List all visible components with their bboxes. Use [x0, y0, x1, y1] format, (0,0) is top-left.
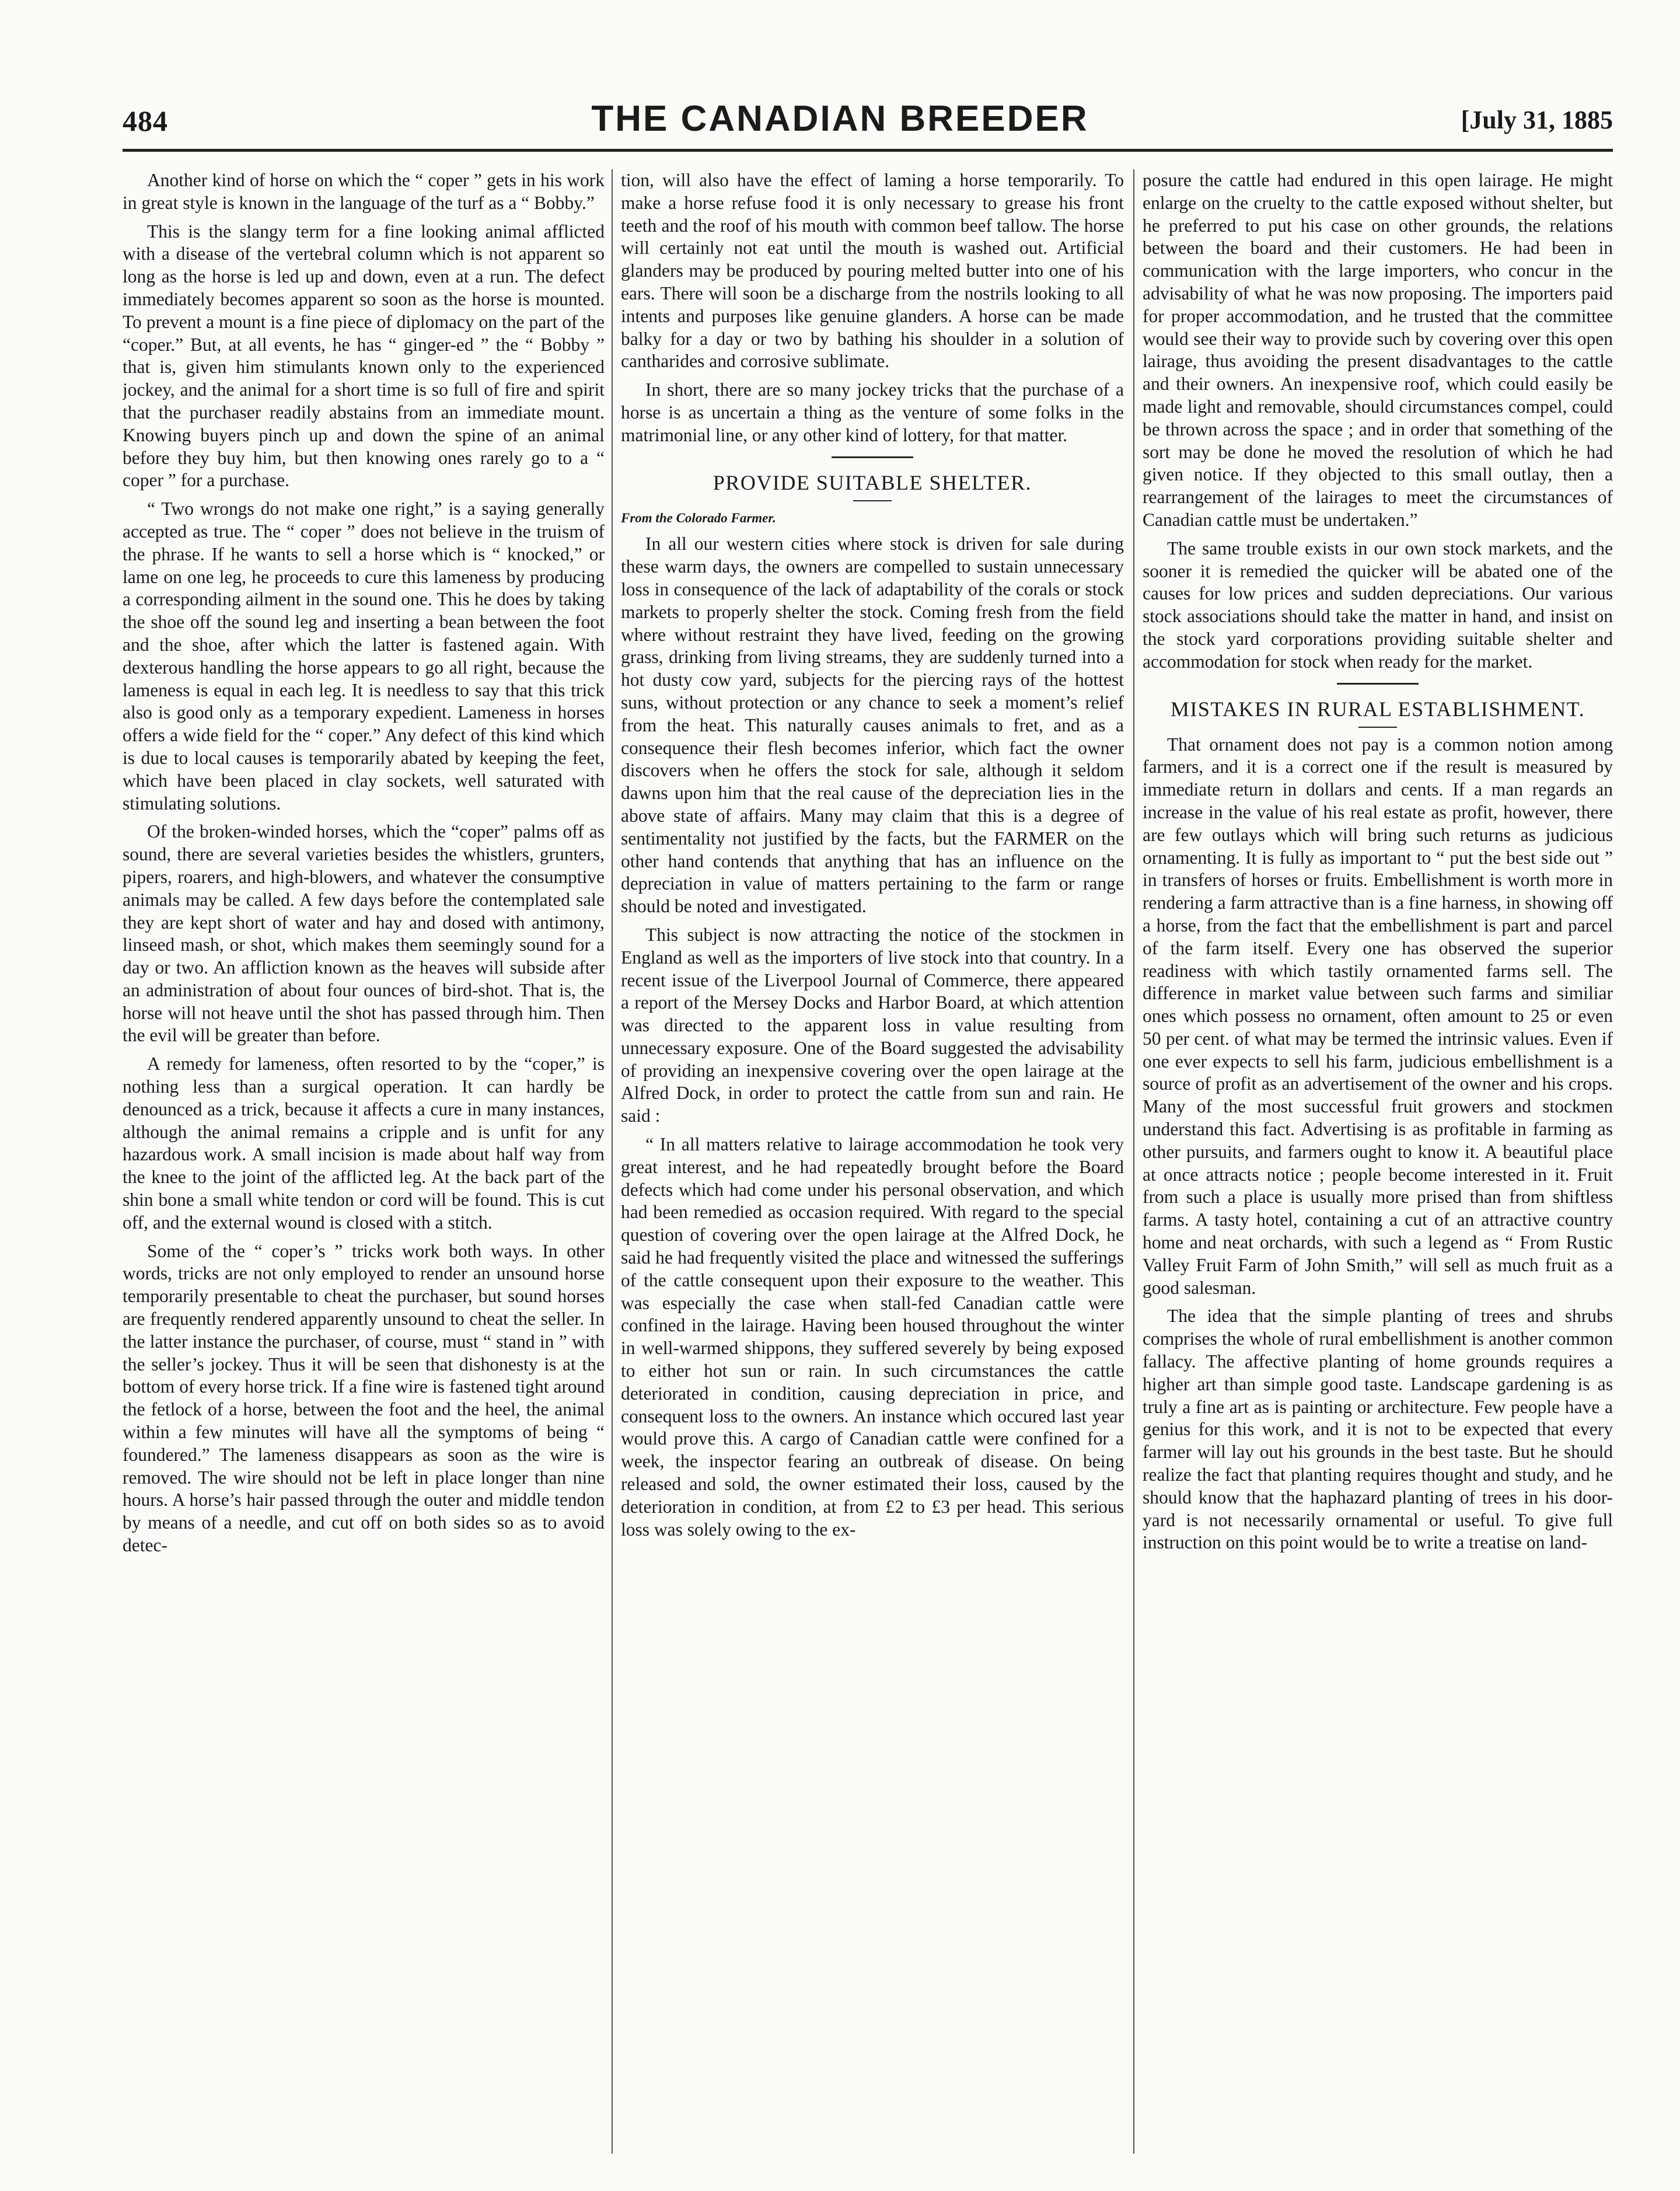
paragraph: Some of the “ coper’s ” tricks work both ways. In other words, tricks are not only employed to render an unsound horse temporarily presentable to cheat the purchaser, but sound horses are frequently rendered apparently unsound to cheat the seller. In the latter instance the purchaser, of course, must “ stand in ” with the seller’s jockey. Thus it will be seen that dishonesty is at the bottom of every horse trick. If a fine wire is fastened tight around the fetlock of a horse, between the foot and the heel, the animal within a few minutes will have all the symptoms of being “ foundered.” The lameness disappears as soon as the wire is removed. The wire should not be left in place longer than nine hours. A horse’s hair passed through the outer and middle tendon by means of a needle, and cut off on both sides so as to avoid detec-: [123, 1240, 605, 1556]
heading-rule: [853, 500, 892, 501]
column-divider: [612, 169, 613, 2154]
article-heading: PROVIDE SUITABLE SHELTER.: [712, 470, 1032, 494]
paragraph: This subject is now attracting the notice of the stockmen in England as well as the importers of live stock into that country. In a recent issue of the Liverpool Journal of Commerce, there appeared a report of the Mersey Docks and Harbor Board, at which attention was directed to the apparent loss in value resulting from unnecessary exposure. One of the Board suggested the advisability of providing an inexpensive covering over the open lairage at the Alfred Dock, in order to protect the cattle from sun and rain. He said :: [621, 924, 1124, 1126]
page-number: 484: [123, 104, 168, 137]
paragraph: The idea that the simple planting of trees and shrubs comprises the whole of rural embellishment is another common fallacy. The affective planting of home grounds requires a higher art than simple good taste. Landscape gardening is as truly a fine art as is painting or architecture. Few people have a genius for this work, and it is not to be expected that every farmer will lay out his grounds in the best taste. But he should realize the fact that planting requires thought and study, and he should know that the haphazard planting of trees in his door-yard is not necessarily ornamental or useful. To give full instruction on this point would be to write a treatise on land-: [1143, 1306, 1613, 1553]
section-rule: [1337, 683, 1419, 685]
paragraph: In all our western cities where stock is driven for sale during these warm days, the owners are compelled to sustain unnecessary loss in consequence of the lack of adaptability of the corals or stock markets to properly shelter the stock. Coming fresh from the field where without restraint they have lived, feeding on the growing grass, drinking from living streams, they are suddenly turned into a hot dusty cow yard, subjects for the piercing rays of the hottest suns, without protection or any chance to seek a moment’s relief from the heat. This naturally causes animals to fret, and as a consequence their flesh becomes inferior, which fact the owner discovers when he offers the stock for sale, although it seldom dawns upon him that the real cause of the depreciation lies in the above state of affairs. Many may claim that this is a degree of sentimentality not justified by the facts, but the FARMER on the other hand contends that anything that has an influence on the depreciation in value of matters pertaining to the farm or range should be noted and investigated.: [621, 533, 1124, 917]
section-rule: [832, 456, 913, 458]
paragraph: tion, will also have the effect of laming a horse temporarily. To make a horse refuse food it is only necessary to grease his front teeth and the roof of his mouth with common beef tallow. The horse will certainly not eat until the mouth is washed out. Artificial glanders may be produced by pouring melted butter into one of his ears. There will soon be a discharge from the nostrils looking to all intents and purposes like genuine glanders. A horse can be made balky for a day or two by bathing his shoulder in a solution of cantharides and corrosive sublimate.: [621, 170, 1124, 372]
paragraph: A remedy for lameness, often resorted to by the “coper,” is nothing less than a surgical operation. It can hardly be denounced as a trick, because it affects a cure in many instances, although the animal remains a cripple and is unfit for any hazardous work. A small incision is made about half way from the knee to the joint of the afflicted leg. At the back part of the shin bone a small white tendon or cord will be found. This is cut off, and the external wound is closed with a stitch.: [123, 1053, 605, 1233]
column-1: [123, 169, 605, 2154]
paragraph: The same trouble exists in our own stock markets, and the sooner it is remedied the quicker will be abated one of the causes for low prices and sudden depreciations. Our various stock associations should take the matter in hand, and insist on the stock yard corporations providing suitable shelter and accommodation for stock when ready for the market.: [1143, 538, 1613, 672]
article-heading: MISTAKES IN RURAL ESTABLISHMENT.: [1170, 697, 1585, 721]
issue-date: [July 31, 1885: [1461, 106, 1613, 134]
paragraph: “ In all matters relative to lairage accommodation he took very great interest, and he had repeatedly brought before the Board defects which had come under his personal observation, and which had been remedied as occasion required. With regard to the special question of covering over the open lairage at the Alfred Dock, he said he had frequently visited the place and witnessed the sufferings of the cattle consequent upon their exposure to the weather. This was especially the case when stall-fed Canadian cattle were confined in the lairage. Having been housed throughout the winter in well-warmed shippons, they suffered severely by being exposed to either hot sun or rain. In such circumstances the cattle deteriorated in condition, causing depreciation in price, and consequent loss to the owners. An instance which occured last year would prove this. A cargo of Canadian cattle were confined for a week, the inspector fearing an outbreak of disease. On being released and sold, the owner estimated their loss, caused by the deterioration in condition, at from £2 to £3 per head. This serious loss was solely owing to the ex-: [621, 1134, 1124, 1540]
article-source: From the Colorado Farmer.: [621, 510, 776, 525]
paragraph: Another kind of horse on which the “ coper ” gets in his work in great style is known in the language of the turf as a “ Bobby.”: [123, 170, 605, 213]
paragraph: Of the broken-winded horses, which the “coper” palms off as sound, there are several varieties besides the whistlers, grunters, pipers, roarers, and high-blowers, and whatever the consumptive animals may be called. A few days before the contemplated sale they are kept short of water and hay and dosed with antimony, linseed mash, or shot, which makes them seemingly sound for a day or two. An affliction known as the heaves will subside after an administration of about four ounces of bird-shot. That is, the horse will not heave until the shot has passed through him. Then the evil will be greater than before.: [123, 821, 605, 1046]
paragraph: “ Two wrongs do not make one right,” is a saying generally accepted as true. The “ coper ” does not believe in the truism of the phrase. If he wants to sell a horse which is “ knocked,” or lame on one leg, he proceeds to cure this lameness by producing a corresponding ailment in the sound one. This he does by taking the shoe off the sound leg and inserting a bean between the foot and the shoe, after which the latter is fastened again. With dexterous handling the horse appears to go all right, because the lameness is equal in each leg. It is needless to say that this trick also is good only as a temporary expedient. Lameness in horses offers a wide field for the “ coper.” Any defect of this kind which is due to local causes is temporarily abated by keeping the feet, which have been placed in clay sockets, well saturated with stimulating solutions.: [123, 498, 605, 814]
page-header: [0, 0, 1680, 152]
header-rule: [123, 149, 1613, 152]
paragraph: That ornament does not pay is a common notion among farmers, and it is a correct one if the result is measured by immediate return in dollars and cents. If a man regards an increase in the value of his real estate as profit, however, there are few outlays which will bring such returns as judicious ornamenting. It is fully as important to “ put the best side out ” in transfers of horses or fruits. Embellishment is worth more in rendering a farm attractive than is a fine harness, in showing off a horse, from the fact that the embellishment is part and parcel of the farm itself. Every one has observed the superior readiness with which tastily ornamented farms sell. The difference in market value between such farms and similiar ones which possess no ornament, often amount to 25 or even 50 per cent. of what may be termed the intrinsic values. Even if one ever expects to sell his farm, judicious embellishment is a source of profit as an advertisement of the owner and his crops. Many of the most successful fruit growers and stockmen understand this fact. Advertising is as profitable in farming as other pursuits, and farmers ought to know it. A beautiful place at once attracts notice ; people become interested in it. Fruit from such a place is usually more prised than from shiftless farms. A tasty hotel, containing a cut of an attractive country home and neat orchards, with such a legend as “ From Rustic Valley Fruit Farm of John Smith,” will sell as much fruit as a good salesman.: [1143, 734, 1613, 1298]
heading-rule: [1358, 727, 1397, 728]
column-divider: [1133, 169, 1134, 2154]
paragraph: This is the slangy term for a fine looking animal afflicted with a disease of the vertebral column which is not apparent so long as the horse is led up and down, even at a run. The defect immediately becomes apparent so soon as the horse is mounted. To prevent a mount is a fine piece of diplomacy on the part of the “coper.” But, at all events, he has “ ginger-ed ” the “ Bobby ” that is, given him stimulants known only to the experienced jockey, and the animal for a short time is so full of fire and spirit that the purchaser readily abstains from an immediate mount. Knowing buyers pinch up and down the spine of an animal before they buy him, but then knowing ones rarely go to a “ coper ” for a purchase.: [123, 221, 605, 491]
column-3: [1143, 169, 1613, 2154]
paragraph: In short, there are so many jockey tricks that the purchase of a horse is as uncertain a thing as the venture of some folks in the matrimonial line, or any other kind of lottery, for that matter.: [621, 379, 1124, 445]
paragraph: posure the cattle had endured in this open lairage. He might enlarge on the cruelty to the cattle exposed without shelter, but he preferred to put his case on other grounds, the relations between the board and their customers. He had been in communication with the large importers, who concur in the advisability of what he was now proposing. The importers paid for proper accommodation, and he trusted that the committee would see their way to provide such by covering over this open lairage, thus avoiding the present disadvantages to the cattle and their owners. An inexpensive roof, which could easily be made light and removable, should circumstances compel, could be thrown across the space ; and in order that something of the sort may be done he moved the resolution of which he had given notice. If they objected to this small outlay, then a rearrangement of the lairages to meet the circumstances of Canadian cattle must be undertaken.”: [1143, 170, 1613, 530]
column-2: [621, 169, 1124, 2154]
masthead-title: THE CANADIAN BREEDER: [591, 99, 1089, 139]
